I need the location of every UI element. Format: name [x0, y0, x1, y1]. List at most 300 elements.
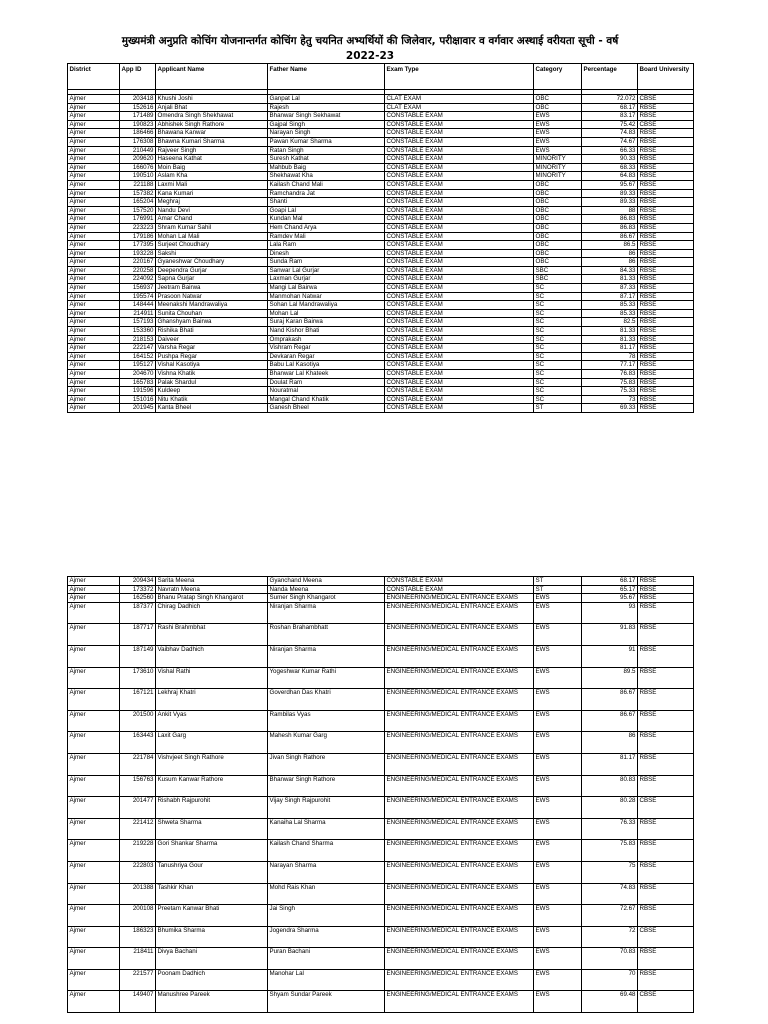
- table-cell: Bhanu Pratap Singh Khangarot: [156, 594, 268, 603]
- table-cell: Vishal Rathi: [156, 667, 268, 689]
- table-cell: SC: [534, 344, 582, 353]
- document-title: [70, 34, 670, 64]
- table-cell: 186466: [120, 129, 156, 138]
- table-cell: RBSE: [638, 585, 694, 594]
- table-cell: Ajmer: [68, 335, 120, 344]
- table-row: [68, 198, 694, 207]
- table-cell: Ajmer: [68, 129, 120, 138]
- table-cell: ST: [534, 577, 582, 586]
- table-cell: Amar Chand: [156, 215, 268, 224]
- table-cell: 75: [582, 861, 638, 883]
- table-cell: 224092: [120, 275, 156, 284]
- table-cell: CONSTABLE EXAM: [385, 249, 534, 258]
- table-cell: OBC: [534, 206, 582, 215]
- table-cell: Ajmer: [68, 883, 120, 905]
- table-cell: 179186: [120, 232, 156, 241]
- table-cell: EWS: [534, 861, 582, 883]
- table-row: [68, 241, 694, 250]
- table-cell: OBC: [534, 223, 582, 232]
- table-cell: Navratn Meena: [156, 585, 268, 594]
- table-row: [68, 189, 694, 198]
- table-cell: ENGINEERING/MEDICAL ENTRANCE EXAMS: [385, 840, 534, 862]
- table-cell: 81.17: [582, 753, 638, 775]
- table-cell: Rishabh Rajpurohit: [156, 797, 268, 819]
- table-row: [68, 95, 694, 104]
- table-cell: Manushree Pareek: [156, 991, 268, 1013]
- table-cell: Ajmer: [68, 775, 120, 797]
- table-row: [68, 645, 694, 667]
- table-row: [68, 266, 694, 275]
- table-cell: 75.33: [582, 387, 638, 396]
- table-cell: ENGINEERING/MEDICAL ENTRANCE EXAMS: [385, 948, 534, 970]
- table-cell: 81.33: [582, 327, 638, 336]
- table-cell: ENGINEERING/MEDICAL ENTRANCE EXAMS: [385, 732, 534, 754]
- header-exam-type: Exam Type: [385, 64, 534, 90]
- table-cell: Jai Singh: [268, 905, 385, 927]
- table-cell: Ajmer: [68, 258, 120, 267]
- header-district: District: [68, 64, 120, 90]
- table-cell: 77.17: [582, 361, 638, 370]
- table-row: [68, 344, 694, 353]
- table-cell: Mangal Chand Khatik: [268, 395, 385, 404]
- table-row: [68, 624, 694, 646]
- table-cell: 222147: [120, 344, 156, 353]
- table-cell: OBC: [534, 198, 582, 207]
- table-cell: RBSE: [638, 189, 694, 198]
- table-cell: Nanda Meena: [268, 585, 385, 594]
- table-cell: Kailash Chand Mali: [268, 180, 385, 189]
- table-cell: 68.17: [582, 577, 638, 586]
- table-row: [68, 797, 694, 819]
- table-cell: Ajmer: [68, 395, 120, 404]
- table-cell: CONSTABLE EXAM: [385, 163, 534, 172]
- table-cell: CONSTABLE EXAM: [385, 344, 534, 353]
- table-cell: 85.33: [582, 301, 638, 310]
- table-cell: CONSTABLE EXAM: [385, 378, 534, 387]
- table-cell: Ajmer: [68, 905, 120, 927]
- table-cell: 86: [582, 258, 638, 267]
- table-cell: 86: [582, 732, 638, 754]
- table-cell: Kusum Kanwar Rathore: [156, 775, 268, 797]
- table-cell: Sumer Singh Khangarot: [268, 594, 385, 603]
- table-cell: SC: [534, 352, 582, 361]
- table-cell: OBC: [534, 215, 582, 224]
- table-cell: EWS: [534, 146, 582, 155]
- table-cell: Omprakash: [268, 335, 385, 344]
- table-cell: Ajmer: [68, 991, 120, 1013]
- table-cell: Gyaneshwar Choudhary: [156, 258, 268, 267]
- table-row: [68, 602, 694, 624]
- table-cell: Ganpat Lal: [268, 95, 385, 104]
- table-cell: Ajmer: [68, 387, 120, 396]
- table-cell: CONSTABLE EXAM: [385, 232, 534, 241]
- table-cell: RBSE: [638, 352, 694, 361]
- table-row: [68, 861, 694, 883]
- table-cell: SC: [534, 361, 582, 370]
- title-line-1: मुख्यमंत्री अनुप्रति कोचिंग योजनान्तर्गत कोचिंग हेतु चयनित अभ्यर्थियों की जिलेवार, परीक्षावार व वर्गवार अस्थाई वरीयता सूची - वर्ष: [121, 35, 619, 47]
- table-cell: Ajmer: [68, 585, 120, 594]
- table-row: [68, 352, 694, 361]
- table-cell: RBSE: [638, 309, 694, 318]
- table-cell: 86.83: [582, 215, 638, 224]
- table-cell: 171489: [120, 112, 156, 121]
- table-cell: RBSE: [638, 155, 694, 164]
- table-cell: CONSTABLE EXAM: [385, 180, 534, 189]
- table-cell: EWS: [534, 840, 582, 862]
- table-row: [68, 378, 694, 387]
- table-cell: 90.33: [582, 155, 638, 164]
- table-cell: Ajmer: [68, 301, 120, 310]
- table-cell: EWS: [534, 129, 582, 138]
- table-cell: 89.33: [582, 189, 638, 198]
- table-cell: 81.17: [582, 344, 638, 353]
- table-cell: RBSE: [638, 180, 694, 189]
- table-cell: 218411: [120, 948, 156, 970]
- table-row: [68, 969, 694, 991]
- table-cell: 177395: [120, 241, 156, 250]
- table-cell: Ajmer: [68, 146, 120, 155]
- table-cell: 221784: [120, 753, 156, 775]
- table-cell: 148444: [120, 301, 156, 310]
- table-cell: Ajmer: [68, 948, 120, 970]
- table-cell: Ajmer: [68, 241, 120, 250]
- header-percentage: Percentage: [582, 64, 638, 90]
- table-row: [68, 206, 694, 215]
- table-row: [68, 775, 694, 797]
- table-cell: CONSTABLE EXAM: [385, 309, 534, 318]
- table-cell: 72: [582, 926, 638, 948]
- table-cell: Gajpal Singh: [268, 120, 385, 129]
- table-cell: Ajmer: [68, 753, 120, 775]
- table-row: [68, 883, 694, 905]
- table-cell: Divya Bachani: [156, 948, 268, 970]
- table-row: [68, 284, 694, 293]
- table-cell: RBSE: [638, 223, 694, 232]
- table-cell: CONSTABLE EXAM: [385, 189, 534, 198]
- table-cell: Shram Kumar Sahil: [156, 223, 268, 232]
- table-cell: RBSE: [638, 370, 694, 379]
- table-cell: 209434: [120, 577, 156, 586]
- table-row: [68, 948, 694, 970]
- table-cell: CONSTABLE EXAM: [385, 120, 534, 129]
- table-cell: Goverdhan Das Khatri: [268, 689, 385, 711]
- table-cell: RBSE: [638, 948, 694, 970]
- table-cell: EWS: [534, 120, 582, 129]
- table-cell: Ajmer: [68, 266, 120, 275]
- table-cell: RBSE: [638, 129, 694, 138]
- table-cell: 95.67: [582, 180, 638, 189]
- table-cell: ENGINEERING/MEDICAL ENTRANCE EXAMS: [385, 775, 534, 797]
- table-cell: CBSE: [638, 120, 694, 129]
- table-cell: Vishna Khatik: [156, 370, 268, 379]
- table-cell: Meghraj: [156, 198, 268, 207]
- table-cell: Shyam Sundar Pareek: [268, 991, 385, 1013]
- table-cell: RBSE: [638, 284, 694, 293]
- table-cell: Rishika Bhati: [156, 327, 268, 336]
- table-row: [68, 710, 694, 732]
- table-cell: RBSE: [638, 301, 694, 310]
- table-cell: 64.83: [582, 172, 638, 181]
- table-cell: RBSE: [638, 645, 694, 667]
- table-cell: Rajesh: [268, 103, 385, 112]
- table-cell: CBSE: [638, 926, 694, 948]
- table-cell: RBSE: [638, 327, 694, 336]
- table-row: [68, 112, 694, 121]
- table-cell: 201500: [120, 710, 156, 732]
- table-cell: CONSTABLE EXAM: [385, 241, 534, 250]
- table-cell: RBSE: [638, 753, 694, 775]
- table-cell: ST: [534, 404, 582, 413]
- table-cell: 78: [582, 352, 638, 361]
- table-row: [68, 275, 694, 284]
- table-cell: Ajmer: [68, 120, 120, 129]
- table-cell: OBC: [534, 180, 582, 189]
- table-cell: Sakshi: [156, 249, 268, 258]
- table-cell: 218153: [120, 335, 156, 344]
- table-cell: Ramdev Mali: [268, 232, 385, 241]
- table-cell: CONSTABLE EXAM: [385, 301, 534, 310]
- table-cell: 83.17: [582, 112, 638, 121]
- table-cell: 222803: [120, 861, 156, 883]
- table-cell: RBSE: [638, 292, 694, 301]
- table-cell: ENGINEERING/MEDICAL ENTRANCE EXAMS: [385, 818, 534, 840]
- table-cell: RBSE: [638, 905, 694, 927]
- table-cell: Kanaiha Lal Sharma: [268, 818, 385, 840]
- table-cell: OBC: [534, 241, 582, 250]
- table-cell: 89.33: [582, 198, 638, 207]
- table-cell: 82.5: [582, 318, 638, 327]
- table-cell: 69.48: [582, 991, 638, 1013]
- table-cell: Ajmer: [68, 710, 120, 732]
- table-row: [68, 818, 694, 840]
- table-cell: Laxit Garg: [156, 732, 268, 754]
- table-cell: Nand Kishor Bhati: [268, 327, 385, 336]
- table-cell: 87.17: [582, 292, 638, 301]
- table-cell: Meenakshi Mandrawaliya: [156, 301, 268, 310]
- table-cell: CONSTABLE EXAM: [385, 404, 534, 413]
- table-cell: ENGINEERING/MEDICAL ENTRANCE EXAMS: [385, 926, 534, 948]
- table-cell: CONSTABLE EXAM: [385, 361, 534, 370]
- table-cell: Abhishek Singh Rathore: [156, 120, 268, 129]
- table-cell: Ajmer: [68, 249, 120, 258]
- table-cell: Kundan Mal: [268, 215, 385, 224]
- table-cell: RBSE: [638, 361, 694, 370]
- table-cell: CONSTABLE EXAM: [385, 318, 534, 327]
- table-cell: Mohan Lal Mali: [156, 232, 268, 241]
- table-cell: 65.17: [582, 585, 638, 594]
- table-row: [68, 301, 694, 310]
- table-row: [68, 103, 694, 112]
- table-row: [68, 327, 694, 336]
- table-cell: OBC: [534, 258, 582, 267]
- header-app-id: App ID: [120, 64, 156, 90]
- table-cell: 187717: [120, 624, 156, 646]
- table-cell: SC: [534, 301, 582, 310]
- table-cell: ENGINEERING/MEDICAL ENTRANCE EXAMS: [385, 861, 534, 883]
- table-cell: RBSE: [638, 710, 694, 732]
- table-row: [68, 387, 694, 396]
- table-cell: EWS: [534, 775, 582, 797]
- table-cell: 86.67: [582, 232, 638, 241]
- table-cell: SBC: [534, 266, 582, 275]
- table-cell: 86.83: [582, 223, 638, 232]
- table-cell: Bhawna Kumari Sharma: [156, 137, 268, 146]
- table-cell: Ajmer: [68, 180, 120, 189]
- table-cell: EWS: [534, 710, 582, 732]
- table-cell: Ajmer: [68, 189, 120, 198]
- table-cell: Ajmer: [68, 103, 120, 112]
- table-cell: RBSE: [638, 577, 694, 586]
- table-cell: Ankit Vyas: [156, 710, 268, 732]
- table-cell: RBSE: [638, 969, 694, 991]
- table-cell: SC: [534, 327, 582, 336]
- table-cell: 72.67: [582, 905, 638, 927]
- table-cell: Devkaran Regar: [268, 352, 385, 361]
- table-cell: 88: [582, 206, 638, 215]
- table-cell: Omendra Singh Shekhawat: [156, 112, 268, 121]
- table-row: [68, 309, 694, 318]
- table-cell: Niranjan Sharma: [268, 645, 385, 667]
- table-cell: Laxmi Mali: [156, 180, 268, 189]
- table-row: [68, 577, 694, 586]
- table-cell: Ajmer: [68, 645, 120, 667]
- table-cell: 156937: [120, 284, 156, 293]
- table-cell: EWS: [534, 602, 582, 624]
- table-cell: 167121: [120, 689, 156, 711]
- table-cell: OBC: [534, 103, 582, 112]
- table-cell: OBC: [534, 189, 582, 198]
- table-cell: 200108: [120, 905, 156, 927]
- table-cell: Jeetram Bairwa: [156, 284, 268, 293]
- table-cell: SC: [534, 335, 582, 344]
- table-cell: CONSTABLE EXAM: [385, 206, 534, 215]
- table-row: [68, 129, 694, 138]
- table-cell: EWS: [534, 883, 582, 905]
- table-cell: Bhawana Kanwar: [156, 129, 268, 138]
- table-cell: Ajmer: [68, 577, 120, 586]
- table-cell: CONSTABLE EXAM: [385, 395, 534, 404]
- table-row: [68, 395, 694, 404]
- table-cell: Nandu Devi: [156, 206, 268, 215]
- table-cell: OBC: [534, 249, 582, 258]
- table-cell: Ratan Singh: [268, 146, 385, 155]
- table-cell: ENGINEERING/MEDICAL ENTRANCE EXAMS: [385, 753, 534, 775]
- table-cell: EWS: [534, 137, 582, 146]
- table-cell: 166076: [120, 163, 156, 172]
- table-cell: Ajmer: [68, 284, 120, 293]
- table-cell: Mahesh Kumar Garg: [268, 732, 385, 754]
- table-row: [68, 215, 694, 224]
- table-row: [68, 146, 694, 155]
- table-cell: Kuldeep: [156, 387, 268, 396]
- table-cell: ENGINEERING/MEDICAL ENTRANCE EXAMS: [385, 624, 534, 646]
- table-cell: CONSTABLE EXAM: [385, 292, 534, 301]
- table-cell: RBSE: [638, 112, 694, 121]
- table-cell: RBSE: [638, 689, 694, 711]
- table-cell: Mahbub Baig: [268, 163, 385, 172]
- table-row: [68, 667, 694, 689]
- table-cell: CONSTABLE EXAM: [385, 155, 534, 164]
- table-cell: 81.33: [582, 335, 638, 344]
- table-cell: 214911: [120, 309, 156, 318]
- table-row: [68, 120, 694, 129]
- table-cell: Poonam Dadhich: [156, 969, 268, 991]
- table-cell: Suresh Kathat: [268, 155, 385, 164]
- table-cell: EWS: [534, 926, 582, 948]
- table-cell: CONSTABLE EXAM: [385, 275, 534, 284]
- table-row: [68, 292, 694, 301]
- title-line-2: 2022-23: [345, 50, 395, 62]
- table-row: [68, 991, 694, 1013]
- table-cell: CONSTABLE EXAM: [385, 137, 534, 146]
- table-cell: 173610: [120, 667, 156, 689]
- table-cell: Suraj Karan Bairwa: [268, 318, 385, 327]
- table-cell: Varsha Regar: [156, 344, 268, 353]
- table-row: [68, 163, 694, 172]
- table-cell: 157382: [120, 189, 156, 198]
- table-cell: Ajmer: [68, 602, 120, 624]
- table-cell: Jivan Singh Rathore: [268, 753, 385, 775]
- table-cell: 81.33: [582, 275, 638, 284]
- table-cell: ENGINEERING/MEDICAL ENTRANCE EXAMS: [385, 991, 534, 1013]
- table-cell: CONSTABLE EXAM: [385, 577, 534, 586]
- table-cell: Ajmer: [68, 667, 120, 689]
- table-cell: 72.072: [582, 95, 638, 104]
- table-cell: 89.5: [582, 667, 638, 689]
- table-cell: Khushi Joshi: [156, 95, 268, 104]
- table-cell: 93: [582, 602, 638, 624]
- table-cell: CBSE: [638, 797, 694, 819]
- table-cell: RBSE: [638, 732, 694, 754]
- table-cell: Ajmer: [68, 969, 120, 991]
- table-cell: Haseena Kathat: [156, 155, 268, 164]
- table-cell: SC: [534, 395, 582, 404]
- table-cell: RBSE: [638, 861, 694, 883]
- table-cell: 190510: [120, 172, 156, 181]
- table-cell: 201945: [120, 404, 156, 413]
- table-cell: 221577: [120, 969, 156, 991]
- table-cell: Ajmer: [68, 215, 120, 224]
- table-row: [68, 732, 694, 754]
- table-cell: 75.42: [582, 120, 638, 129]
- table-cell: Ajmer: [68, 370, 120, 379]
- table-cell: 193228: [120, 249, 156, 258]
- table-cell: Daiveer: [156, 335, 268, 344]
- table-cell: EWS: [534, 594, 582, 603]
- table-cell: Ajmer: [68, 309, 120, 318]
- table-cell: Rashi Brahmbhat: [156, 624, 268, 646]
- table-cell: Anjali Bhat: [156, 103, 268, 112]
- table-cell: OBC: [534, 232, 582, 241]
- table-cell: 68.33: [582, 163, 638, 172]
- table-cell: CONSTABLE EXAM: [385, 172, 534, 181]
- table-cell: RBSE: [638, 667, 694, 689]
- table-cell: EWS: [534, 667, 582, 689]
- table-cell: 162560: [120, 594, 156, 603]
- table-cell: Niranjan Sharma: [268, 602, 385, 624]
- table-row: [68, 905, 694, 927]
- table-cell: RBSE: [638, 818, 694, 840]
- table-cell: 204670: [120, 370, 156, 379]
- table-cell: RBSE: [638, 241, 694, 250]
- table-cell: Vijay Singh Rajpurohit: [268, 797, 385, 819]
- table-cell: 151016: [120, 395, 156, 404]
- header-applicant-name: Applicant Name: [156, 64, 268, 90]
- table-cell: 70.83: [582, 948, 638, 970]
- table-cell: Yogeshwar Kumar Rathi: [268, 667, 385, 689]
- table-cell: 201477: [120, 797, 156, 819]
- table-cell: 203418: [120, 95, 156, 104]
